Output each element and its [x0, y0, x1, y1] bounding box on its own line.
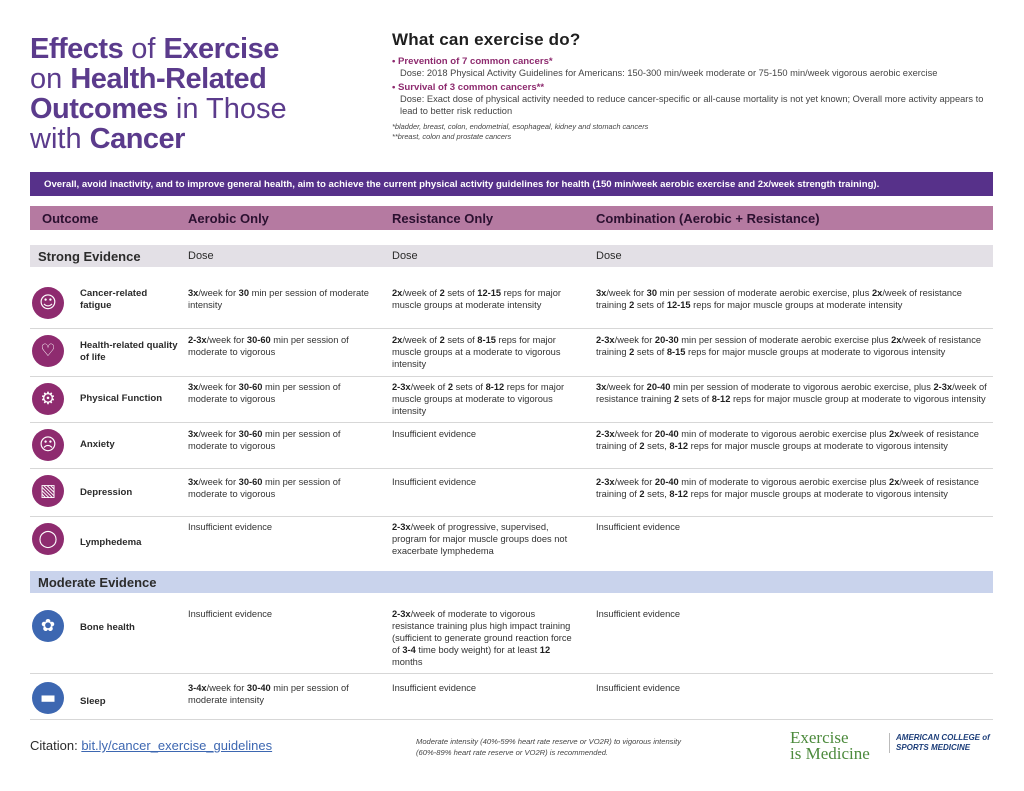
table-header: [30, 206, 993, 230]
aerobic-dose: 3x/week for 30-60 min per session of moderate to vigorous: [188, 429, 341, 451]
table-row: [30, 517, 993, 567]
moderate-evidence-header: [30, 571, 993, 593]
combination-dose: Insufficient evidence: [596, 609, 681, 619]
combination-dose: Insufficient evidence: [596, 683, 681, 693]
table-row: [30, 423, 993, 469]
page-title: [30, 34, 360, 154]
strong-evidence-label: Strong Evidence: [38, 248, 141, 264]
outcome-label: Depression: [80, 487, 133, 498]
table-row: [30, 281, 993, 329]
outcome-label: Sleep: [80, 696, 106, 707]
resistance-dose: 2-3x/week of 2 sets of 8-12 reps for major muscle groups at moderate to vigorous intensity: [392, 382, 565, 416]
outcome-label: Cancer-related fatigue: [80, 288, 148, 311]
dose-label: Dose: [392, 250, 418, 262]
quality-of-life-icon: ♡: [32, 335, 64, 367]
aerobic-dose: 3x/week for 30 min per session of moderate intensity: [188, 288, 369, 310]
header-combination: Combination (Aerobic + Resistance): [596, 210, 820, 226]
combination-dose: 3x/week for 30 min per session of moderate aerobic exercise, plus 2x/week of resistance training 2 sets of 12-15 reps for major muscle groups at moderate intensity: [596, 288, 962, 310]
logo-line-1: Exercise: [790, 728, 849, 747]
title-word: Effects: [30, 33, 124, 65]
table-row: [30, 469, 993, 517]
exercise-is-medicine-logo: [790, 730, 870, 762]
footnote-1: *bladder, breast, colon, endometrial, esophageal, kidney and stomach cancers: [392, 122, 649, 131]
prevention-bullet: • Prevention of 7 common cancers*: [392, 56, 553, 67]
title-word: of: [131, 33, 156, 65]
resistance-dose: 2-3x/week of moderate to vigorous resistance training plus high impact training (sufficient to generate ground reaction force of 3-4 time body weight) for at least 12 months: [392, 609, 572, 667]
outcome-label: Physical Function: [80, 393, 163, 404]
citation: [30, 738, 272, 753]
bone-health-icon: ✿: [32, 610, 64, 642]
footnote-2: **breast, colon and prostate cancers: [392, 132, 512, 141]
title-word: with: [30, 123, 82, 155]
prevention-dose: Dose: 2018 Physical Activity Guidelines for Americans: 150-300 min/week moderate or 75-150 min/week vigorous aerobic exercise: [400, 68, 938, 78]
combination-dose: 2-3x/week for 20-40 min of moderate to vigorous aerobic exercise plus 2x/week of resistance training of 2 sets, 8-12 reps for major muscle groups at moderate to vigorous intensity: [596, 429, 979, 451]
header-outcome: Outcome: [42, 210, 99, 226]
combination-dose: 3x/week for 20-40 min per session of moderate to vigorous aerobic exercise, plus 2-3x/week of resistance training 2 sets of 8-12 reps for major muscle group at moderate to vigorous intensity: [596, 382, 987, 404]
title-word: Outcomes: [30, 93, 168, 125]
outcome-label: Health-related quality of life: [80, 340, 178, 363]
citation-link[interactable]: bit.ly/cancer_exercise_guidelines: [81, 738, 273, 753]
table-row: [30, 377, 993, 423]
combination-dose: 2-3x/week for 20-30 min per session of moderate aerobic exercise plus 2x/week of resistance training 2 sets of 8-15 reps for major muscle groups at moderate to vigorous intensity: [596, 335, 982, 357]
physical-function-icon: ⚙: [32, 383, 64, 415]
resistance-dose: Insufficient evidence: [392, 683, 477, 693]
fatigue-icon: ☺: [32, 287, 64, 319]
citation-label: Citation:: [30, 738, 78, 753]
section-heading: What can exercise do?: [392, 30, 581, 49]
footnotes: [392, 122, 1002, 142]
depression-icon: ▧: [32, 475, 64, 507]
title-word: on: [30, 63, 63, 95]
dose-label: Dose: [188, 250, 214, 262]
guideline-banner: Overall, avoid inactivity, and to improve general health, aim to achieve the current physical activity guidelines for health (150 min/week aerobic exercise and 2x/week strength training).: [30, 172, 993, 196]
title-word: in Those: [175, 93, 287, 125]
moderate-evidence-label: Moderate Evidence: [38, 574, 157, 590]
table-row: [30, 674, 993, 720]
what-can-exercise-do: [392, 30, 1002, 142]
combination-dose: Insufficient evidence: [596, 522, 681, 532]
resistance-dose: Insufficient evidence: [392, 477, 477, 487]
outcome-label: Lymphedema: [80, 537, 142, 548]
outcome-label: Anxiety: [80, 439, 115, 450]
survival-bullet: • Survival of 3 common cancers**: [392, 82, 545, 93]
aerobic-dose: Insufficient evidence: [188, 522, 273, 532]
title-word: Cancer: [89, 123, 185, 155]
table-row: [30, 329, 993, 377]
logo-line-2: is Medicine: [790, 744, 870, 763]
table-row: [30, 598, 993, 674]
aerobic-dose: Insufficient evidence: [188, 609, 273, 619]
dose-label: Dose: [596, 250, 622, 262]
title-word: Health-Related: [70, 63, 267, 95]
resistance-dose: 2-3x/week of progressive, supervised, program for major muscle groups does not exacerbate lymphedema: [392, 522, 568, 556]
outcome-label: Bone health: [80, 622, 135, 633]
aerobic-dose: 3-4x/week for 30-40 min per session of moderate intensity: [188, 683, 349, 705]
title-word: Exercise: [163, 33, 279, 65]
sleep-icon: ▬: [32, 682, 64, 714]
resistance-dose: Insufficient evidence: [392, 429, 477, 439]
resistance-dose: 2x/week of 2 sets of 12-15 reps for major muscle groups at moderate intensity: [392, 288, 562, 310]
aerobic-dose: 2-3x/week for 30-60 min per session of moderate to vigorous: [188, 335, 349, 357]
survival-dose: Dose: Exact dose of physical activity needed to reduce cancer-specific or all-cause mortality is not yet known; Overall more activity appears to lead to better risk reduction: [400, 94, 984, 116]
anxiety-icon: ☹: [32, 429, 64, 461]
aerobic-dose: 3x/week for 30-60 min per session of moderate to vigorous: [188, 477, 341, 499]
header-resistance: Resistance Only: [392, 210, 494, 226]
aerobic-dose: 3x/week for 30-60 min per session of moderate to vigorous: [188, 382, 341, 404]
resistance-dose: 2x/week of 2 sets of 8-15 reps for major muscle groups at a moderate to vigorous intensity: [392, 335, 561, 369]
strong-evidence-header: [30, 245, 993, 267]
header-aerobic: Aerobic Only: [188, 210, 269, 226]
lymphedema-icon: ◯: [32, 523, 64, 555]
combination-dose: 2-3x/week for 20-40 min of moderate to vigorous aerobic exercise plus 2x/week of resistance training of 2 sets, 8-12 reps for major muscle groups at moderate to vigorous intensity: [596, 477, 979, 499]
intensity-note: Moderate intensity (40%-59% heart rate reserve or VO2R) to vigorous intensity (60%-89% heart rate reserve or VO2R) is recommended.: [416, 737, 682, 757]
acsm-logo: AMERICAN COLLEGE of SPORTS MEDICINE: [889, 733, 993, 753]
